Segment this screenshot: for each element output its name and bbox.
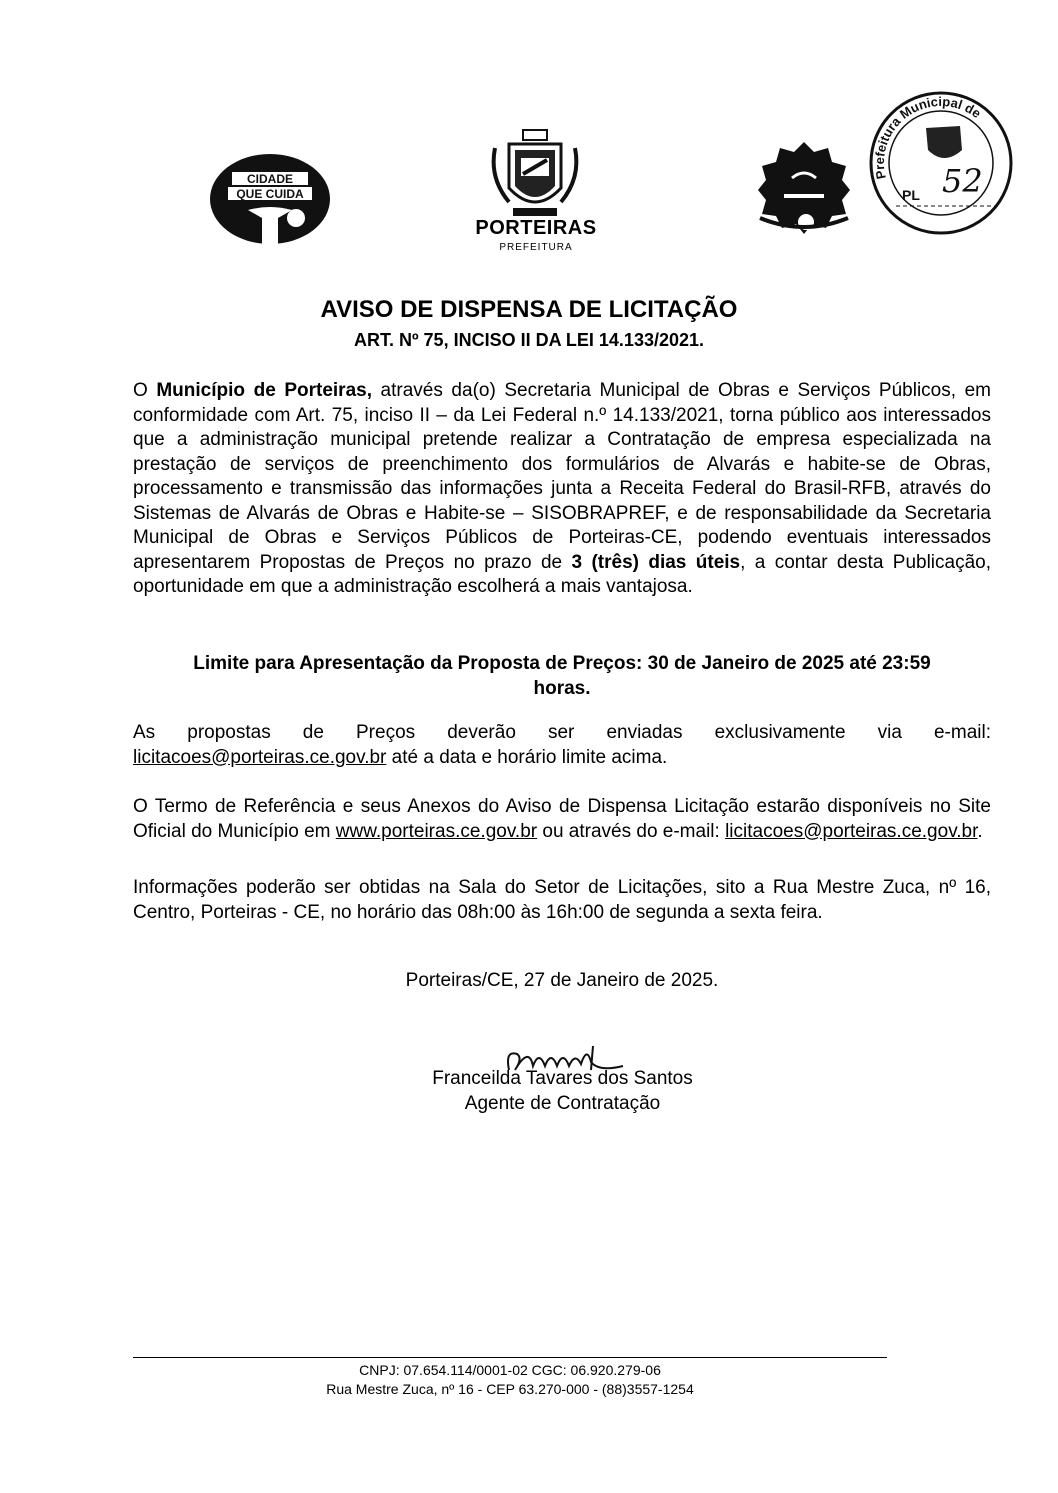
notice-subtitle: ART. Nº 75, INCISO II DA LEI 14.133/2021. [353,330,705,350]
signer-name: Franceilda Tavares dos Santos [432,1068,693,1089]
para3-text-c: . [977,820,983,842]
municipal-stamp [866,88,1016,238]
paragraph-submission [133,721,991,770]
deadline-line-1: Limite para Apresentação da Proposta de Preços: 30 de Janeiro de 2025 até 23:59 [193,653,931,674]
footer-divider [133,1357,887,1358]
notice-title: AVISO DE DISPENSA DE LICITAÇÃO [320,296,738,323]
deadline-term: 3 (três) dias úteis [571,551,741,573]
para3-text-a: O Termo de Referência e seus Anexos do Aviso de Dispensa Licitação estarão disponíveis no Site Oficial do Município em [133,796,991,842]
footer-address: Rua Mestre Zuca, nº 16 - CEP 63.270-000 - (88)3557-1254 [326,1381,694,1397]
para2-text-a: As propostas de Preços deverão ser enviadas exclusivamente via e-mail: [133,722,991,743]
para1-prefix: O [133,380,157,401]
issue-date: Porteiras/CE, 27 de Janeiro de 2025. [405,970,719,991]
cidade-que-cuida-logo [208,152,332,246]
email-link[interactable]: licitacoes@porteiras.ce.gov.br [133,746,387,768]
footer-registration: CNPJ: 07.654.114/0001-02 CGC: 06.920.279-06 [359,1362,661,1378]
anniversary-seal-logo [754,138,854,238]
deadline-line-2: horas. [533,678,591,699]
email-link-2[interactable]: licitacoes@porteiras.ce.gov.br [725,820,978,842]
paragraph-information: Informações poderão ser obtidas na Sala do Setor de Licitações, sito a Rua Mestre Zuca, nº 16, Centro, Porteiras - CE, no horário das 08h:00 às 16h:00 de segunda a sexta feira. [133,877,991,923]
stamp-number: 52 [942,162,983,200]
brand-subtitle: PREFEITURA [499,242,573,253]
logo-left-text-2: QUE CUIDA [236,187,304,201]
signer-role: Agente de Contratação [464,1093,661,1114]
website-link[interactable]: www.porteiras.ce.gov.br [335,820,538,842]
para2-text-b: até a data e horário limite acima. [386,746,668,768]
para1-text-a: através da(o) Secretaria Municipal de Obras e Serviços Públicos, em conformidade com Art. 75, inciso II – da Lei Federal n.º 14.133/2021, torna público aos interessados que a administração municipal pretende realizar a Contratação de empresa especializada na prestação de serviços de preenchimento dos formulários de Alvarás e habite-se de Obras, processamento e transmissão das informações junta a Receita Federal do Brasil-RFB, através do Sistemas de Alvarás de Obras e Habite-se – SISOBRAPREF, e de responsabilidade da Secretaria Municipal de Obras e Serviços Públicos de Porteiras-CE, podendo eventuais interessados apresentarem Propostas de Preços no prazo de [133,380,991,573]
deadline-notice [133,651,991,701]
municipality-name: Município de Porteiras, [156,380,372,401]
porteiras-coat-of-arms [485,128,585,224]
paragraph-intro [133,379,991,600]
para3-text-b: ou através do e-mail: [537,820,726,842]
stamp-arc-text: Prefeitura Municipal de [871,93,984,181]
svg-text:PL: PL [902,187,920,203]
logo-left-text-1: CIDADE [246,172,294,186]
paragraph-documents [133,795,991,844]
brand-name: PORTEIRAS [475,217,597,239]
para1-text-b: , a contar desta Publicação, oportunidade em que a administração escolherá a mais vantajosa. [133,551,991,597]
